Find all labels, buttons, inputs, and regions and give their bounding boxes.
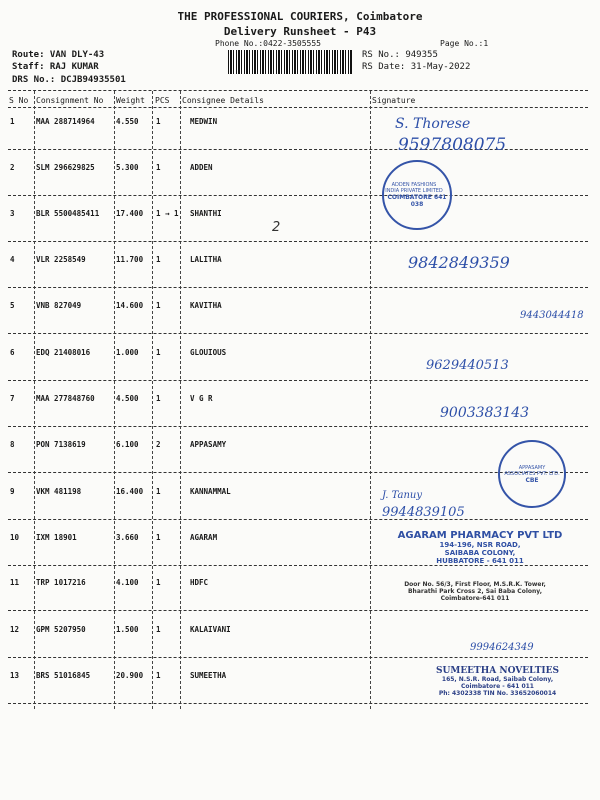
col-sno: S No (9, 96, 29, 105)
sumeetha-stamp (405, 666, 590, 697)
signature-phone-row4: 9842849359 (408, 253, 510, 272)
sumeetha-stamp-line2: Coimbatore - 641 011 (460, 683, 534, 690)
table-cell-pcs: 1 (156, 117, 161, 126)
sumeetha-stamp-line1: 165, N.S.R. Road, Saibab Colony, (441, 676, 554, 683)
col-consignment: Consignment No (36, 96, 104, 105)
table-cell-name: KALAIVANI (190, 625, 231, 634)
agaram-stamp-line3: HUBBATORE - 641 011 (436, 557, 524, 565)
signature-phone-row12: 9994624349 (470, 642, 534, 653)
table-cell-pcs: 1 → 1 (156, 209, 179, 218)
col-weight: Weight (116, 96, 145, 105)
appasamy-stamp (498, 440, 566, 508)
table-cell-weight: 4.500 (116, 394, 139, 403)
staff-label: Staff: RAJ KUMAR (12, 62, 99, 72)
table-cell-weight: 11.700 (116, 255, 144, 264)
row-divider (8, 519, 588, 520)
table-cell-pcs: 1 (156, 163, 161, 172)
table-cell-name: GLOUIOUS (190, 348, 227, 357)
table-cell-sno: 4 (10, 255, 15, 264)
signature-phone-row7: 9003383143 (440, 405, 530, 421)
table-cell-sno: 9 (10, 487, 15, 496)
row-divider (8, 195, 588, 196)
table-cell-weight: 17.400 (116, 209, 144, 218)
table-cell-sno: 13 (10, 671, 20, 680)
sumeetha-stamp-line3: Ph: 4302338 TIN No. 33652060014 (438, 690, 557, 697)
signature-phone-row5: 9443044418 (520, 310, 584, 321)
agaram-stamp-line2: SAIBABA COLONY, (444, 549, 516, 557)
col-signature: Signature (372, 96, 416, 105)
table-cell-sno: 10 (10, 533, 20, 542)
table-cell-name: KAVITHA (190, 301, 222, 310)
table-cell-sno: 2 (10, 163, 15, 172)
table-cell-sno: 7 (10, 394, 15, 403)
col-consignee: Consignee Details (182, 96, 264, 105)
hdfc-stamp-line1: Door No. 56/3, First Floor, M.S.R.K. Tower, (404, 581, 546, 588)
company-title: THE PROFESSIONAL COURIERS, Coimbatore (177, 10, 423, 23)
table-cell-weight: 5.300 (116, 163, 139, 172)
route-label: Route: VAN DLY-43 (12, 50, 105, 60)
row-divider (8, 610, 588, 611)
barcode-image (228, 50, 352, 74)
col-divider (114, 91, 115, 709)
table-cell-cons: MAA 288714964 (36, 117, 95, 126)
rs-number: RS No.: 949355 (362, 50, 438, 60)
table-cell-cons: BRS 51016845 (36, 671, 91, 680)
table-cell-weight: 14.600 (116, 301, 144, 310)
table-cell-pcs: 1 (156, 625, 161, 634)
table-cell-name: V G R (190, 394, 213, 403)
table-cell-sno: 3 (10, 209, 15, 218)
table-cell-pcs: 1 (156, 671, 161, 680)
hdfc-stamp-line3: Coimbatore-641 011 (440, 595, 510, 602)
agaram-stamp-line1: 194-196, NSR ROAD, (439, 541, 521, 549)
table-cell-weight: 20.900 (116, 671, 144, 680)
table-cell-cons: VKM 481198 (36, 487, 82, 496)
adden-stamp-center: COIMBATORE 641 038 (387, 194, 447, 208)
table-cell-name: SHANTHI (190, 209, 222, 218)
rs-date: RS Date: 31-May-2022 (362, 62, 471, 72)
table-cell-pcs: 1 (156, 301, 161, 310)
row-divider (8, 241, 588, 242)
hdfc-stamp (380, 581, 570, 602)
table-cell-sno: 8 (10, 440, 15, 449)
table-cell-cons: BLR 5500485411 (36, 209, 100, 218)
table-cell-pcs: 1 (156, 255, 161, 264)
table-cell-sno: 5 (10, 301, 15, 310)
row-divider (8, 426, 588, 427)
col-divider (180, 91, 181, 709)
table-cell-weight: 16.400 (116, 487, 144, 496)
table-cell-name: MEDWIN (190, 117, 218, 126)
table-cell-cons: IXM 18901 (36, 533, 77, 542)
page-number: Page No.:1 (440, 39, 489, 48)
signature-row9: J. Tanuy (382, 490, 422, 501)
table-cell-pcs: 2 (156, 440, 161, 449)
table-cell-cons: EDQ 21408016 (36, 348, 91, 357)
adden-stamp-ring: ADDEN FASHIONS INDIA PRIVATE LIMITED (385, 182, 443, 194)
col-divider (34, 91, 35, 709)
table-cell-sno: 1 (10, 117, 15, 126)
row-divider (8, 380, 588, 381)
header-top-rule (8, 90, 588, 91)
hdfc-stamp-line2: Bharathi Park Cross 2, Sai Baba Colony, (407, 588, 543, 595)
table-cell-pcs: 1 (156, 348, 161, 357)
table-cell-pcs: 1 (156, 394, 161, 403)
table-cell-weight: 6.100 (116, 440, 139, 449)
handwritten-mark: 2 (272, 220, 281, 235)
table-cell-cons: TRP 1017216 (36, 578, 86, 587)
col-pcs: PCS (155, 96, 170, 105)
row-divider (8, 565, 588, 566)
adden-stamp (382, 160, 452, 230)
table-cell-pcs: 1 (156, 487, 161, 496)
table-cell-cons: SLM 296629825 (36, 163, 95, 172)
signature-phone-row9: 9944839105 (382, 505, 465, 520)
table-cell-weight: 1.000 (116, 348, 139, 357)
table-cell-cons: GPM 5207950 (36, 625, 86, 634)
row-divider (8, 657, 588, 658)
sumeetha-stamp-title: SUMEETHA NOVELTIES (436, 666, 559, 676)
table-cell-sno: 6 (10, 348, 15, 357)
agaram-stamp-title: AGARAM PHARMACY PVT LTD (397, 530, 563, 541)
table-cell-cons: VNB 827049 (36, 301, 82, 310)
table-cell-cons: PON 7138619 (36, 440, 86, 449)
phone-number: Phone No.:0422-3505555 (215, 39, 321, 48)
signature-phone-row6: 9629440513 (426, 358, 509, 373)
col-divider (152, 91, 153, 709)
table-cell-weight: 4.550 (116, 117, 139, 126)
table-cell-pcs: 1 (156, 533, 161, 542)
table-cell-cons: VLR 2258549 (36, 255, 86, 264)
row-divider (8, 703, 588, 704)
table-cell-name: APPASAMY (190, 440, 227, 449)
table-cell-pcs: 1 (156, 578, 161, 587)
table-cell-sno: 11 (10, 578, 20, 587)
signature-row1: S. Thorese (395, 116, 471, 132)
agaram-stamp (380, 530, 580, 565)
table-cell-name: SUMEETHA (190, 671, 227, 680)
signature-phone-row1: 9597808075 (398, 135, 507, 155)
table-cell-sno: 12 (10, 625, 20, 634)
col-divider (370, 91, 371, 709)
table-cell-name: HDFC (190, 578, 209, 587)
row-divider (8, 333, 588, 334)
row-divider (8, 287, 588, 288)
table-cell-name: ADDEN (190, 163, 213, 172)
runsheet-title: Delivery Runsheet - P43 (223, 25, 377, 38)
table-cell-name: KANNAMMAL (190, 487, 231, 496)
table-cell-weight: 1.500 (116, 625, 139, 634)
appasamy-stamp-ring: APPASAMY ASSOCIATES PVT. LTD. (504, 464, 560, 477)
table-cell-name: LALITHA (190, 255, 222, 264)
table-cell-weight: 3.660 (116, 533, 139, 542)
appasamy-stamp-center: CBE (525, 476, 539, 484)
header-bottom-rule (8, 107, 588, 108)
table-cell-weight: 4.100 (116, 578, 139, 587)
drs-number: DRS No.: DCJB94935501 (12, 75, 126, 85)
table-cell-name: AGARAM (190, 533, 218, 542)
table-cell-cons: MAA 277848760 (36, 394, 95, 403)
